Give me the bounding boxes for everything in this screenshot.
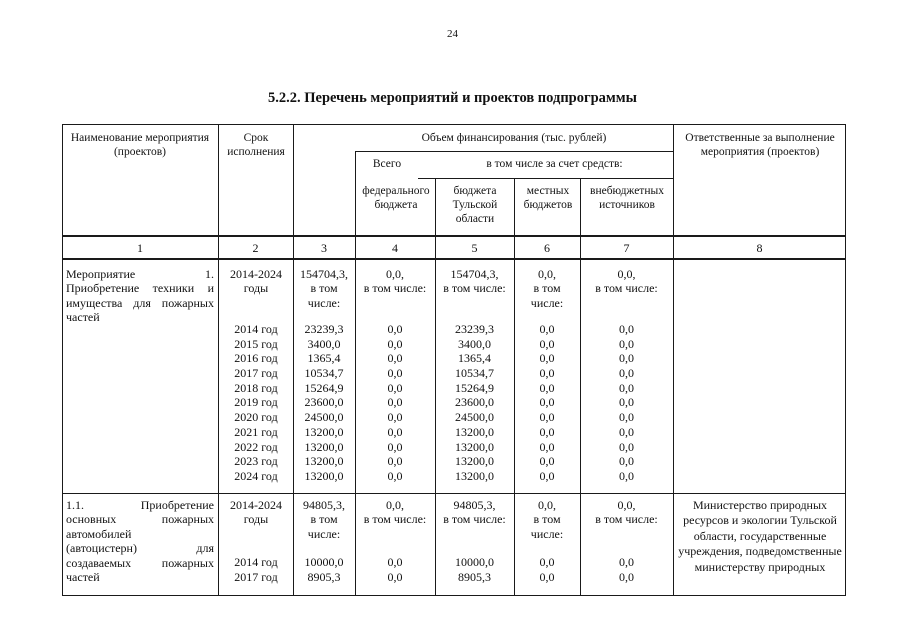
federal-text: в том числе: xyxy=(363,512,427,527)
measure-federal xyxy=(355,498,435,527)
header-local: местных бюджетов xyxy=(523,185,573,211)
column-number: 3 xyxy=(321,241,327,255)
cell-total: 13200,0 xyxy=(304,468,344,483)
table-row xyxy=(62,337,673,352)
table-row xyxy=(62,555,673,570)
local-text: в том xyxy=(533,281,561,296)
total-text: в том xyxy=(310,281,338,296)
cell-year: 2014 год xyxy=(234,322,278,336)
cell-year: 2024 год xyxy=(234,468,278,483)
cell-federal: 0,0 xyxy=(387,322,403,336)
cell-total: 13200,0 xyxy=(304,454,344,469)
cell-federal: 0,0 xyxy=(387,336,403,351)
cell-regional: 13200,0 xyxy=(455,424,494,439)
measure-name-line: создаваемых пожарных xyxy=(66,555,214,570)
federal-value: 0,0, xyxy=(386,498,404,512)
regional-text: в том числе: xyxy=(443,512,506,527)
regional-text: в том числе: xyxy=(443,281,506,296)
measure-number: 1.1. xyxy=(66,498,84,512)
responsible-party: Министерство природных ресурсов и экологии Тульской области, государственные учреждения, подведомственные министерству природных xyxy=(678,498,842,574)
measure-regional xyxy=(435,267,514,296)
column-number: 6 xyxy=(544,241,550,255)
cell-local: 0,0 xyxy=(539,336,555,351)
cell-local: 0,0 xyxy=(539,555,555,569)
cell-year: 2023 год xyxy=(234,454,278,469)
regional-value: 94805,3, xyxy=(453,498,496,512)
cell-total: 13200,0 xyxy=(304,424,344,439)
cell-extra: 0,0 xyxy=(619,555,634,569)
table-row xyxy=(62,410,673,425)
regional-value: 154704,3, xyxy=(450,267,499,281)
cell-total: 23600,0 xyxy=(304,395,344,410)
cell-federal: 0,0 xyxy=(387,366,403,381)
cell-local: 0,0 xyxy=(539,439,555,454)
table-row xyxy=(62,381,673,396)
col-divider xyxy=(355,151,356,235)
measure-name-line: основных пожарных xyxy=(66,512,214,527)
cell-regional: 13200,0 xyxy=(455,468,494,483)
cell-extra: 0,0 xyxy=(619,336,634,351)
cell-federal: 0,0 xyxy=(387,395,403,410)
local-value: 0,0, xyxy=(538,498,556,512)
cell-local: 0,0 xyxy=(539,410,555,425)
cell-extra: 0,0 xyxy=(619,454,634,469)
rule-sources xyxy=(418,178,673,179)
cell-federal: 0,0 xyxy=(387,555,403,569)
table-row xyxy=(62,395,673,410)
cell-total: 8905,3 xyxy=(307,569,341,584)
cell-extra: 0,0 xyxy=(619,468,634,483)
cell-federal: 0,0 xyxy=(387,439,403,454)
cell-extra: 0,0 xyxy=(619,351,634,366)
col-divider xyxy=(673,124,674,596)
measure11-year-rows xyxy=(62,555,673,584)
table-border-bottom xyxy=(62,595,846,596)
cell-year: 2018 год xyxy=(234,380,278,395)
cell-federal: 0,0 xyxy=(387,468,403,483)
federal-value: 0,0, xyxy=(386,267,404,281)
rule-header-bottom xyxy=(62,235,846,237)
column-number: 8 xyxy=(756,241,763,255)
cell-year: 2017 год xyxy=(234,366,278,381)
cell-federal: 0,0 xyxy=(387,380,403,395)
measure-total xyxy=(295,267,353,310)
table-row xyxy=(62,366,673,381)
local-text: в том xyxy=(533,512,561,527)
header-sources: в том числе за счет средств: xyxy=(486,158,623,170)
total-value: 94805,3, xyxy=(303,498,345,512)
cell-local: 0,0 xyxy=(539,468,555,483)
cell-regional: 10000,0 xyxy=(455,555,494,569)
cell-year: 2014 год xyxy=(234,555,278,569)
total-text: числе: xyxy=(307,295,341,310)
header-extra: внебюджетных источников xyxy=(590,185,664,211)
header-name: Наименование мероприятия (проектов) xyxy=(70,132,210,158)
page-title: 5.2.2. Перечень мероприятий и проектов подпрограммы xyxy=(268,90,637,106)
cell-local: 0,0 xyxy=(539,351,555,366)
column-number: 2 xyxy=(252,241,259,255)
local-value: 0,0, xyxy=(538,267,556,281)
table-row xyxy=(62,322,673,337)
header-funding: Объем финансирования (тыс. рублей) xyxy=(421,132,607,144)
table-row xyxy=(62,440,673,455)
extra-text: в том числе: xyxy=(595,281,658,296)
column-number: 7 xyxy=(623,241,630,255)
measure-extra xyxy=(580,498,673,527)
measure-name-line: частей xyxy=(66,310,100,325)
cell-extra: 0,0 xyxy=(619,366,634,381)
cell-extra: 0,0 xyxy=(619,395,634,410)
cell-local: 0,0 xyxy=(539,395,555,410)
cell-year: 2020 год xyxy=(234,410,278,425)
table-row xyxy=(62,425,673,440)
header-regional: бюджета Тульской области xyxy=(452,185,498,225)
cell-local: 0,0 xyxy=(539,380,555,395)
table-border-right xyxy=(845,124,846,596)
cell-year: 2022 год xyxy=(234,439,278,454)
cell-regional: 13200,0 xyxy=(455,439,494,454)
extra-value: 0,0, xyxy=(617,498,636,512)
extra-text: в том числе: xyxy=(595,512,658,527)
total-text: числе: xyxy=(307,526,341,541)
cell-year: 2015 год xyxy=(234,336,278,351)
cell-regional: 24500,0 xyxy=(455,410,494,425)
measure-label: Мероприятие xyxy=(66,267,136,281)
cell-regional: 10534,7 xyxy=(455,366,494,381)
cell-regional: 8905,3 xyxy=(458,569,491,584)
table-row xyxy=(62,469,673,484)
measure-name-line: (автоцистерн) для xyxy=(66,541,214,556)
cell-local: 0,0 xyxy=(539,424,555,439)
cell-federal: 0,0 xyxy=(387,424,403,439)
header-federal: федерального бюджета xyxy=(362,185,430,211)
measure-name-line: частей xyxy=(66,570,100,585)
cell-total: 23239,3 xyxy=(304,322,344,336)
measure1-year-rows xyxy=(62,322,673,484)
federal-text: в том числе: xyxy=(363,281,427,296)
cell-federal: 0,0 xyxy=(387,569,403,584)
measure-period xyxy=(222,267,290,296)
cell-local: 0,0 xyxy=(539,322,555,336)
measure-name xyxy=(66,267,214,325)
cell-local: 0,0 xyxy=(539,569,555,584)
cell-federal: 0,0 xyxy=(387,351,403,366)
measure-number: 1. xyxy=(205,267,214,281)
measure-name-line: автомобилей xyxy=(66,526,132,541)
cell-extra: 0,0 xyxy=(619,424,634,439)
period-text: годы xyxy=(243,512,269,527)
cell-federal: 0,0 xyxy=(387,454,403,469)
measure-local xyxy=(514,498,580,541)
measure-local xyxy=(514,267,580,310)
rule-row-separator xyxy=(62,493,846,494)
header-responsible: Ответственные за выполнение мероприятия (проектов) xyxy=(685,132,835,158)
measure-period xyxy=(222,498,290,527)
rule-column-numbers xyxy=(62,258,846,260)
cell-total: 10534,7 xyxy=(304,366,344,381)
measure-name-line: имущества для пожарных xyxy=(66,295,214,310)
cell-year: 2021 год xyxy=(234,424,278,439)
cell-regional: 13200,0 xyxy=(455,454,494,469)
measure-total xyxy=(295,498,353,541)
cell-regional: 23600,0 xyxy=(455,395,494,410)
cell-regional: 23239,3 xyxy=(455,322,494,336)
cell-total: 24500,0 xyxy=(304,410,344,425)
cell-regional: 15264,9 xyxy=(455,380,494,395)
rule-funding xyxy=(355,151,673,152)
cell-local: 0,0 xyxy=(539,454,555,469)
header-total: Всего xyxy=(372,158,402,170)
measure-extra xyxy=(580,267,673,296)
cell-local: 0,0 xyxy=(539,366,555,381)
table-border-top xyxy=(62,124,846,125)
cell-year: 2019 год xyxy=(234,395,278,410)
measure-label: Приобретение xyxy=(140,498,214,512)
cell-extra: 0,0 xyxy=(619,380,634,395)
cell-total: 3400,0 xyxy=(307,336,341,351)
local-text: числе: xyxy=(530,295,564,310)
cell-federal: 0,0 xyxy=(387,410,403,425)
cell-total: 15264,9 xyxy=(304,380,344,395)
table-row xyxy=(62,570,673,585)
measure-federal xyxy=(355,267,435,296)
column-number: 4 xyxy=(392,241,398,255)
table-row xyxy=(62,454,673,469)
period-text: годы xyxy=(243,281,269,296)
cell-year: 2017 год xyxy=(234,569,278,584)
extra-value: 0,0, xyxy=(617,267,636,281)
cell-total: 10000,0 xyxy=(304,555,344,569)
cell-total: 1365,4 xyxy=(307,351,341,366)
total-value: 154704,3, xyxy=(300,267,348,281)
table-row xyxy=(62,351,673,366)
column-number: 5 xyxy=(471,241,478,255)
column-number: 1 xyxy=(137,241,143,255)
measure-name-line: Приобретение техники и xyxy=(66,281,214,296)
period-text: 2014-2024 xyxy=(230,498,282,512)
cell-regional: 3400,0 xyxy=(458,336,491,351)
cell-extra: 0,0 xyxy=(619,410,634,425)
cell-regional: 1365,4 xyxy=(458,351,491,366)
cell-extra: 0,0 xyxy=(619,439,634,454)
page-number: 24 xyxy=(447,28,458,40)
cell-extra: 0,0 xyxy=(619,569,634,584)
cell-extra: 0,0 xyxy=(619,322,634,336)
cell-total: 13200,0 xyxy=(304,439,344,454)
period-text: 2014-2024 xyxy=(230,267,282,281)
total-text: в том xyxy=(310,512,338,527)
local-text: числе: xyxy=(530,526,564,541)
measure-regional xyxy=(435,498,514,527)
funding-table xyxy=(62,124,846,596)
header-period: Срок исполнения xyxy=(227,132,285,158)
cell-year: 2016 год xyxy=(234,351,278,366)
